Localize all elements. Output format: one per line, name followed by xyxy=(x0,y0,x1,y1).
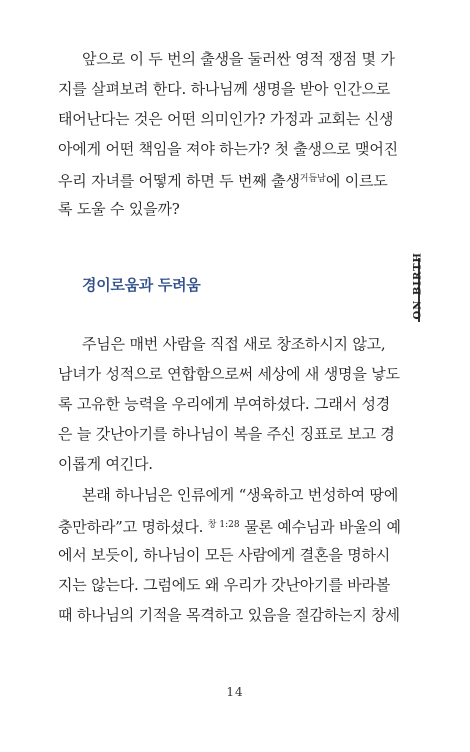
page-number: 14 xyxy=(226,685,244,699)
intro-paragraph xyxy=(58,44,398,224)
text-line: 아에게 어떤 책임을 져야 하는가? 첫 출생으로 맺어진 xyxy=(58,140,398,158)
body-paragraph xyxy=(58,329,400,479)
section-heading: 경이로움과 두려움 xyxy=(82,276,201,294)
text-line: 록 고유한 능력을 우리에게 부여하셨다. 그래서 성경 xyxy=(58,395,391,413)
text-line: 태어난다는 것은 어떤 의미인가? 가정과 교회는 신생 xyxy=(58,110,394,128)
text-line: 남녀가 성적으로 연합함으로써 세상에 새 생명을 낳도 xyxy=(58,365,400,383)
text-line: 에서 보듯이, 하나님이 모든 사람에게 결혼을 명하시 xyxy=(58,546,391,564)
text-line: 주님은 매번 사람을 직접 새로 창조하시지 않고, xyxy=(82,335,386,353)
text-segment: 우리 자녀를 어떻게 하면 두 번째 출생 xyxy=(58,172,300,190)
text-line: 앞으로 이 두 번의 출생을 둘러싼 영적 쟁점 몇 가 xyxy=(82,50,395,68)
text-line: 이롭게 여긴다. xyxy=(58,455,153,473)
side-tab-label: ON BIRTH xyxy=(412,252,424,320)
scripture-reference: 창 1:28 xyxy=(207,520,240,530)
text-segment: 에 이르도 xyxy=(325,172,388,190)
text-line: 지는 않는다. 그럼에도 왜 우리가 갓난아기를 바라볼 xyxy=(58,576,391,594)
text-line: 록 도울 수 있을까? xyxy=(58,200,180,218)
text-line: 본래 하나님은 인류에게 “생육하고 번성하여 땅에 xyxy=(82,486,399,504)
text-segment: 물론 예수님과 바울의 예 xyxy=(239,518,401,536)
text-line xyxy=(58,510,401,540)
superscript-note: 거듭남 xyxy=(299,174,326,184)
text-line: 때 하나님의 기적을 목격하고 있음을 절감하는지 창세 xyxy=(58,606,400,624)
text-line xyxy=(58,164,388,194)
text-line: 지를 살펴보려 한다. 하나님께 생명을 받아 인간으로 xyxy=(58,80,391,98)
text-segment: 충만하라”고 명하셨다. xyxy=(58,518,208,536)
body-paragraph xyxy=(58,480,401,630)
text-line: 은 늘 갓난아기를 하나님이 복을 주신 징표로 보고 경 xyxy=(58,425,395,443)
